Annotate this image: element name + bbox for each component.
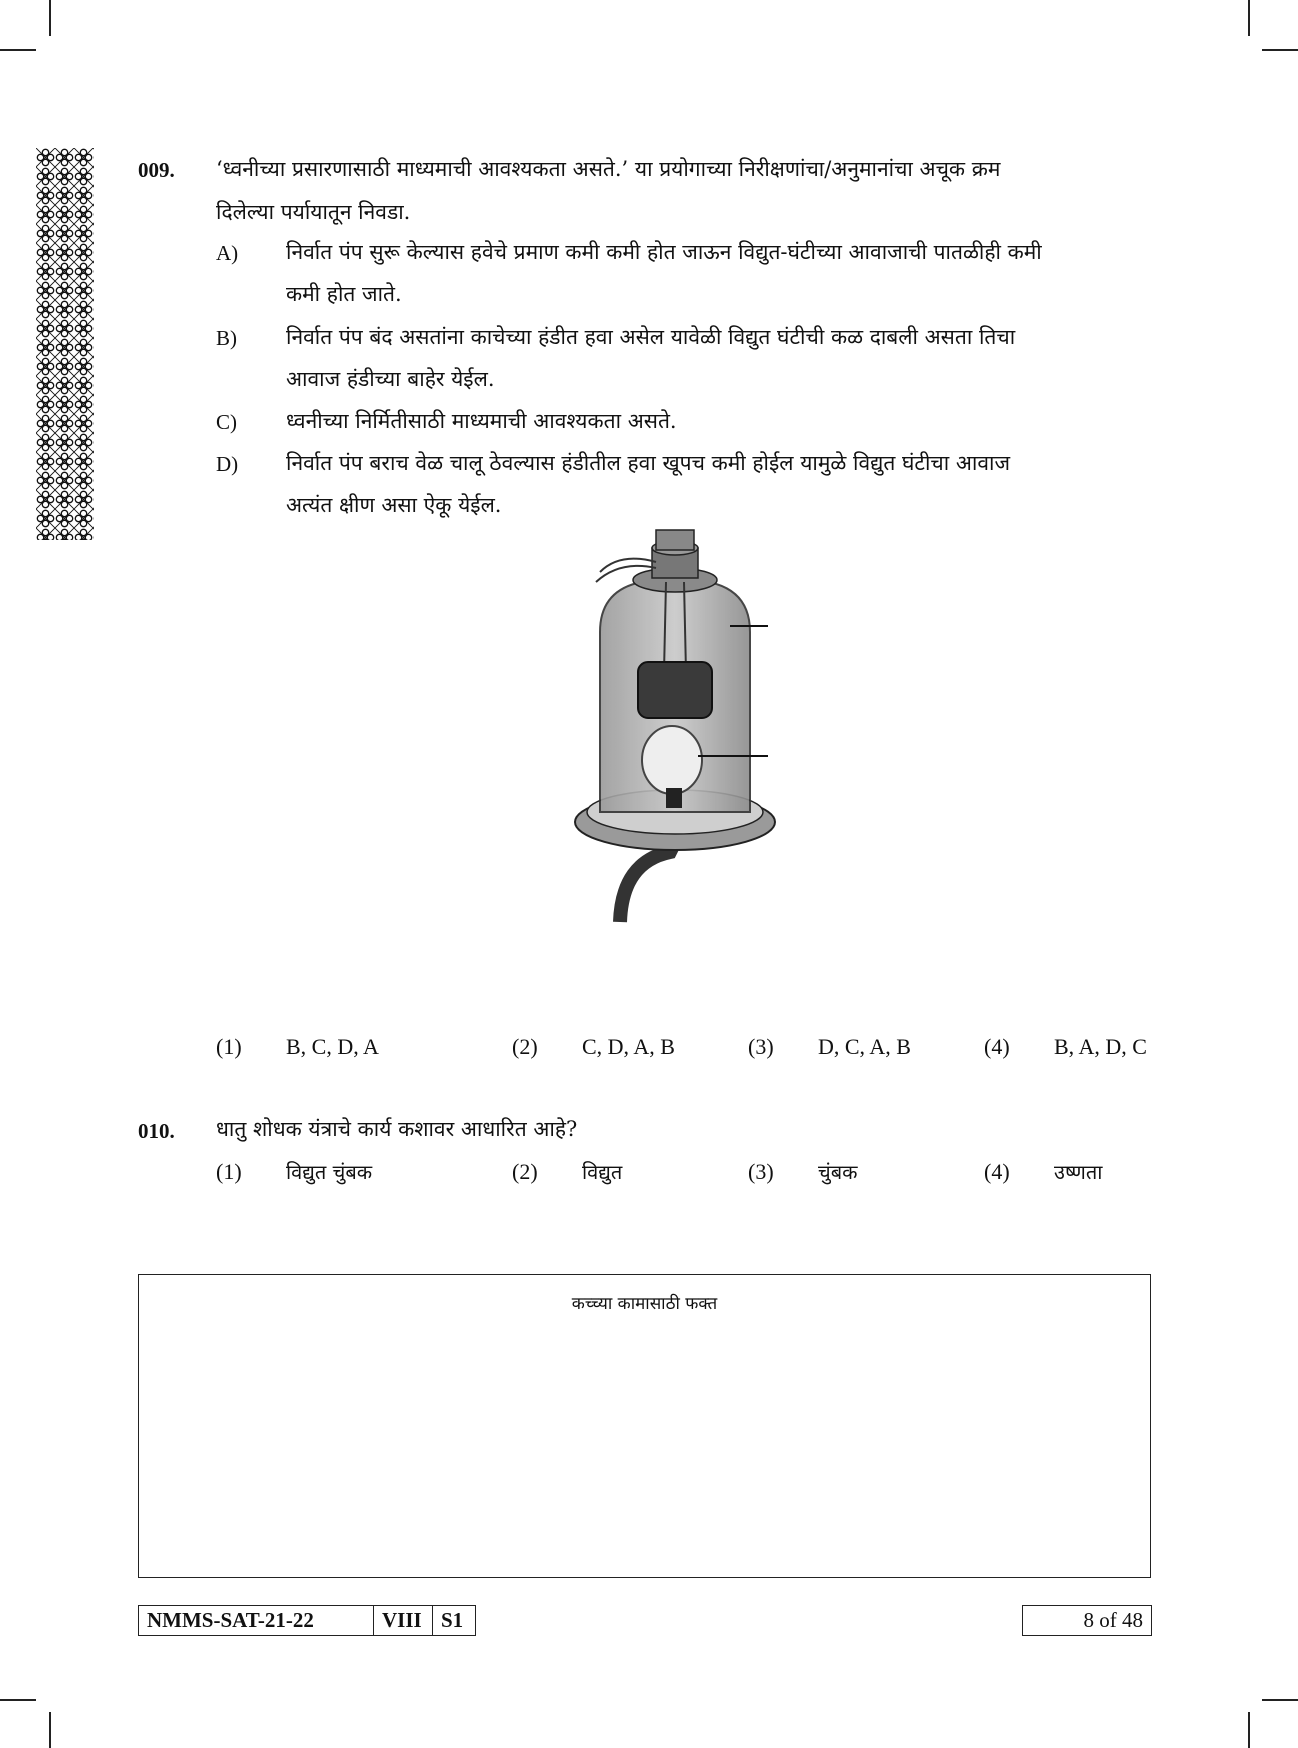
question-text-line: ‘ध्वनीच्या प्रसारणासाठी माध्यमाची आवश्यकता असते.’ या प्रयोगाच्या निरीक्षणांचा/अनुमानांचा अचूक क्रम bbox=[216, 157, 1001, 181]
page-number: 8 of 48 bbox=[1022, 1605, 1152, 1636]
rough-work-title: कच्च्या कामासाठी फक्त bbox=[571, 1294, 718, 1314]
paper-code-box bbox=[138, 1605, 476, 1636]
crop-mark bbox=[49, 1712, 51, 1748]
crop-mark bbox=[1262, 49, 1298, 51]
bell-jar-diagram bbox=[560, 522, 790, 932]
option-text: D, C, A, B bbox=[818, 1034, 911, 1059]
question-text bbox=[216, 148, 1156, 234]
option-number: (2) bbox=[512, 1159, 538, 1184]
answer-option[interactable] bbox=[984, 1158, 1102, 1185]
series-label: S1 bbox=[441, 1608, 464, 1632]
answer-option[interactable] bbox=[512, 1158, 622, 1185]
crop-mark bbox=[49, 0, 51, 36]
option-text: C, D, A, B bbox=[582, 1034, 675, 1059]
answer-option[interactable] bbox=[512, 1034, 675, 1060]
statement-label: C) bbox=[216, 410, 237, 434]
question-number: 010. bbox=[138, 1119, 175, 1143]
option-text: विद्युत bbox=[582, 1160, 623, 1184]
crop-mark bbox=[1248, 1712, 1250, 1748]
answer-option[interactable] bbox=[984, 1034, 1147, 1060]
statement-label: B) bbox=[216, 326, 237, 350]
option-number: (4) bbox=[984, 1159, 1010, 1184]
rough-work-box bbox=[138, 1274, 1151, 1578]
crop-mark bbox=[0, 1699, 36, 1701]
option-number: (1) bbox=[216, 1159, 242, 1184]
statement-text: ध्वनीच्या निर्मितीसाठी माध्यमाची आवश्यकता असते. bbox=[286, 409, 677, 433]
answer-option[interactable] bbox=[748, 1034, 911, 1060]
answer-option[interactable] bbox=[216, 1034, 379, 1060]
option-number: (2) bbox=[512, 1034, 538, 1059]
class-label: VIII bbox=[374, 1606, 433, 1635]
statement-text: निर्वात पंप सुरू केल्यास हवेचे प्रमाण कमी कमी होत जाऊन विद्युत-घंटीच्या आवाजाची पातळीही कमी कमी होत जाते. bbox=[286, 240, 1042, 306]
answer-option[interactable] bbox=[216, 1158, 372, 1185]
statement-text: निर्वात पंप बराच वेळ चालू ठेवल्यास हंडीतील हवा खूपच कमी होईल यामुळे विद्युत घंटीचा आवाज अत्यंत क्षीण असा ऐकू येईल. bbox=[286, 451, 1011, 517]
option-text: चुंबक bbox=[818, 1160, 858, 1184]
paper-code: NMMS-SAT-21-22 bbox=[139, 1606, 374, 1635]
crop-mark bbox=[0, 49, 36, 51]
question-number: 009. bbox=[138, 158, 175, 182]
statement-label: D) bbox=[216, 452, 239, 476]
decorative-border-pattern bbox=[36, 148, 94, 540]
option-number: (4) bbox=[984, 1034, 1010, 1059]
option-text: उष्णता bbox=[1054, 1160, 1103, 1184]
option-text: B, C, D, A bbox=[286, 1034, 379, 1059]
option-number: (1) bbox=[216, 1034, 242, 1059]
statement-text: निर्वात पंप बंद असतांना काचेच्या हंडीत हवा असेल यावेळी विद्युत घंटीची कळ दाबली असता तिचा आवाज हंडीच्या बाहेर येईल. bbox=[286, 325, 1016, 391]
question-text: धातु शोधक यंत्राचे कार्य कशावर आधारित आहे? bbox=[216, 1117, 578, 1141]
option-text: विद्युत चुंबक bbox=[286, 1160, 373, 1184]
option-text: B, A, D, C bbox=[1054, 1034, 1147, 1059]
option-number: (3) bbox=[748, 1159, 774, 1184]
statement-label: A) bbox=[216, 241, 239, 265]
answer-option[interactable] bbox=[748, 1158, 857, 1185]
option-number: (3) bbox=[748, 1034, 774, 1059]
crop-mark bbox=[1248, 0, 1250, 36]
question-text-line: दिलेल्या पर्यायातून निवडा. bbox=[216, 200, 411, 224]
crop-mark bbox=[1262, 1699, 1298, 1701]
